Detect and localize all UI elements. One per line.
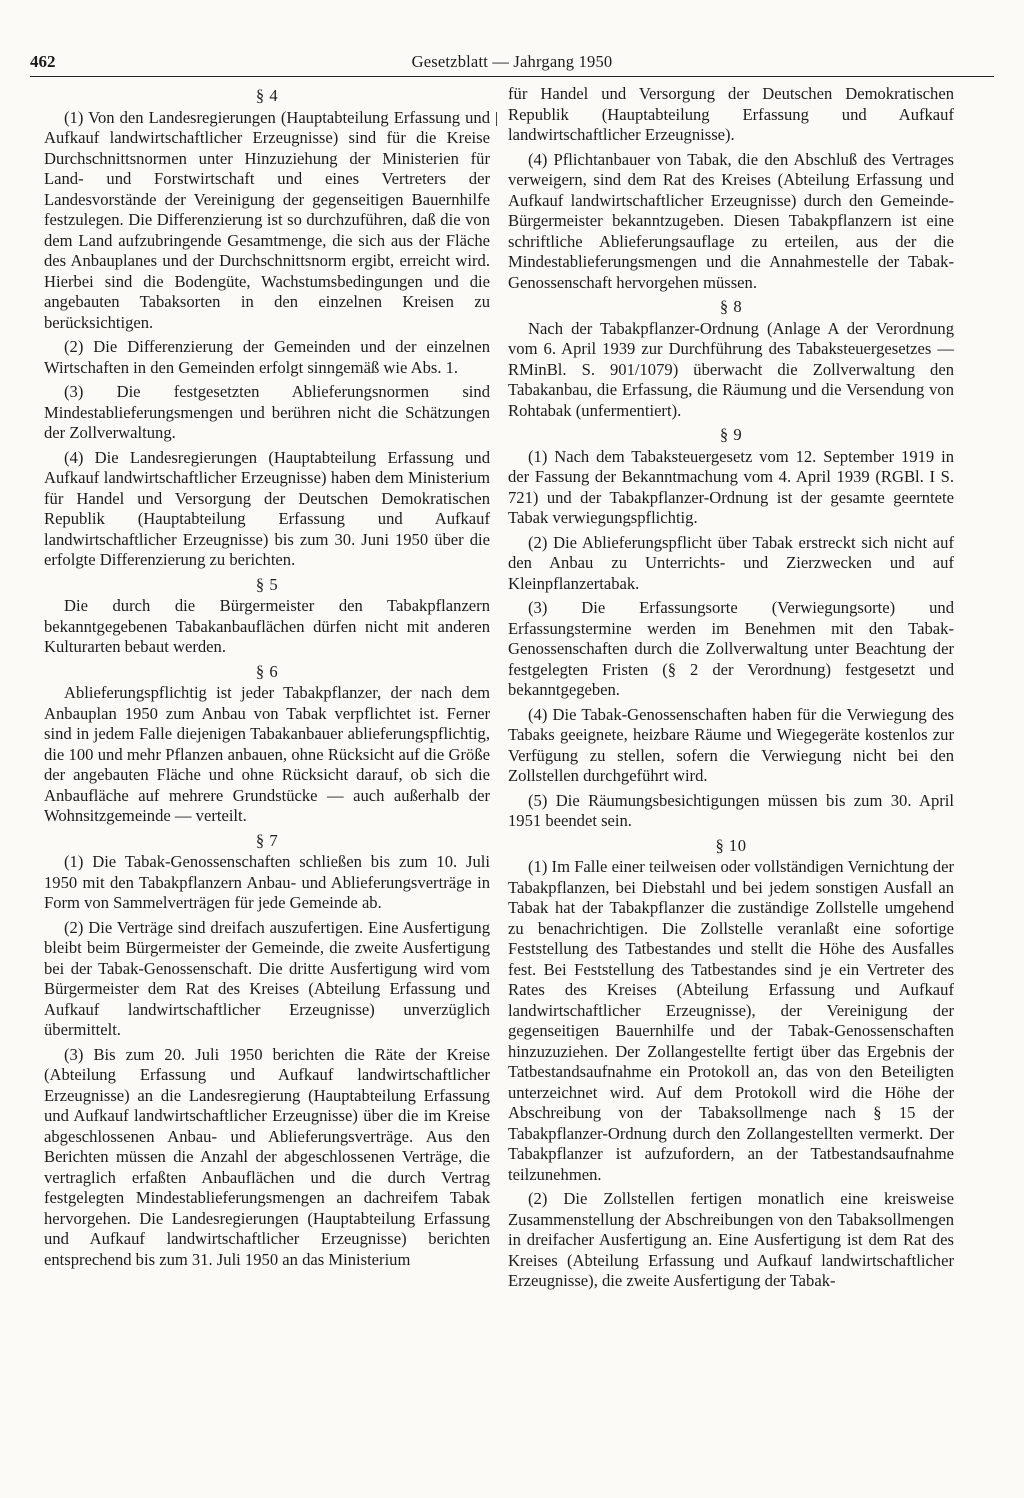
paragraph: Die durch die Bürgermeister den Tabakpflanzern bekanntgegebenen Tabakanbauflächen dürfen nicht mit anderen Kulturarten bebaut werden. — [44, 596, 490, 656]
paragraph: (1) Im Falle einer teilweisen oder vollständigen Vernichtung der Tabakpflanzen, bei Diebstahl und bei jedem sonstigen Ausfall an Tabak hat der Tabakpflanzer die zuständige Zollstelle umgehend zu benachrichtigen. Die Zollstelle veranlaßt eine sofortige Feststellung des Tatbestandes und stellt die Höhe des Ausfalles fest. Bei Feststellung des Tatbestandes sind je ein Vertreter des Rates des Kreises (Abteilung Erfassung und Aufkauf landwirtschaftlicher Erzeugnisse), der Vereinigung der gegenseitigen Bauernhilfe und der Tabak-Genossenschaften hinzuzuziehen. Der Zollangestellte fertigt über das Ergebnis der Tatbestandsaufnahme ein Protokoll an, das von den Beteiligten unterzeichnet wird. Auf dem Protokoll wird die Höhe der Abschreibung von der Tabaksollmenge nach § 15 der Tabakpflanzer-Ordnung durch den Zollangestellten vermerkt. Der Tabakpflanzer ist aufzufordern, an der Tatbestandsaufnahme teilzunehmen. — [508, 857, 954, 1184]
paragraph: (4) Die Landesregierungen (Hauptabteilung Erfassung und Aufkauf landwirtschaftlicher Erzeugnisse) haben dem Ministerium für Handel und Versorgung der Deutschen Demokratischen Republik (Hauptabteilung Erfassung und Aufkauf landwirtschaftlicher Erzeugnisse) bis zum 30. Juni 1950 über die erfolgte Differenzierung zu berichten. — [44, 447, 490, 569]
paragraph: (3) Die festgesetzten Ablieferungsnormen sind Mindestablieferungsmengen und berühren nicht die Schätzungen der Zollverwaltung. — [44, 382, 490, 442]
section-heading: § 6 — [255, 661, 279, 681]
page-number: 462 — [30, 52, 56, 71]
section-heading: § 8 — [719, 297, 743, 316]
paragraph: (1) Von den Landesregierungen (Hauptabteilung Erfassung und Aufkauf landwirtschaftlicher Erzeugnisse) sind für die Kreise Durchschnittsnormen unter Hinzuziehung der Ministerien für Land- und Forstwirtschaft und eines Vertreters der Landesvorstände der Vereinigung der gegenseitigen Bauernhilfe festzulegen. Die Differenzierung ist so durchzuführen, daß die von dem Land aufzubringende Gesamtmenge, die sich aus der Fläche des Anbauplanes und der Durchschnittsnorm ergibt, erreicht wird. Hierbei sind die Bodengüte, Wachstumsbedingungen und die angebauten Tabaksorten in den einzelnen Kreisen zu berücksichtigen. — [44, 107, 490, 332]
paragraph: (4) Pflichtanbauer von Tabak, die den Abschluß des Vertrages verweigern, sind dem Rat des Kreises (Abteilung Erfassung und Aufkauf landwirtschaftlicher Erzeugnisse) durch den Gemeinde-Bürgermeister bekanntzugeben. Diesen Tabakpflanzern ist eine schriftliche Ablieferungsauflage zu erteilen, aus der die Mindestablieferungsmengen und die Annahmestelle der Tabak-Genossenschaft hervorgehen müssen. — [508, 149, 954, 292]
section-heading: § 7 — [255, 830, 279, 850]
paragraph-continuation: für Handel und Versorgung der Deutschen Demokratischen Republik (Hauptabteilung Erfassung und Aufkauf landwirtschaftlicher Erzeugnisse). — [508, 84, 954, 144]
paragraph: (1) Nach dem Tabaksteuergesetz vom 12. September 1919 in der Fassung der Bekanntmachung vom 4. April 1939 (RGBl. I S. 721) und der Tabakpflanzer-Ordnung ist der gesamte geerntete Tabak verwiegungspflichtig. — [508, 446, 954, 527]
section-heading: § 5 — [255, 574, 279, 594]
paragraph: (2) Die Differenzierung der Gemeinden und der einzelnen Wirtschaften in den Gemeinden erfolgt sinngemäß wie Abs. 1. — [44, 337, 490, 377]
paragraph: (1) Die Tabak-Genossenschaften schließen bis zum 10. Juli 1950 mit den Tabakpflanzern Anbau- und Ablieferungsverträge in Form von Sammelverträgen für jede Gemeinde ab. — [44, 852, 490, 912]
left-column — [44, 84, 490, 1274]
column-divider — [496, 112, 497, 126]
paragraph: (3) Bis zum 20. Juli 1950 berichten die Räte der Kreise (Abteilung Erfassung und Aufkauf landwirtschaftlicher Erzeugnisse) an die Landesregierung (Hauptabteilung Erfassung und Aufkauf landwirtschaftlicher Erzeugnisse) über die im Kreise abgeschlossenen Anbau- und Ablieferungsverträge. Aus den Berichten müssen die Anzahl der abgeschlossenen Verträge, die vertraglich erfaßten Anbauflächen und die durch Vertrag festgelegten Mindestablieferungsmengen an dachreifem Tabak hervorgehen. Die Landesregierungen (Hauptabteilung Erfassung und Aufkauf landwirtschaftlicher Erzeugnisse) berichten entsprechend bis zum 31. Juli 1950 an das Ministerium — [44, 1044, 490, 1269]
paragraph: (2) Die Verträge sind dreifach auszufertigen. Eine Ausfertigung bleibt beim Bürgermeister der Gemeinde, die zweite Ausfertigung bei der Tabak-Genossenschaft. Die dritte Ausfertigung wird vom Bürgermeister dem Rat des Kreises (Abteilung Erfassung und Aufkauf landwirtschaftlicher Erzeugnisse) unverzüglich übermittelt. — [44, 917, 490, 1039]
section-heading: § 4 — [255, 86, 279, 105]
running-title: Gesetzblatt — Jahrgang 1950 — [411, 52, 613, 71]
paragraph: (4) Die Tabak-Genossenschaften haben für die Verwiegung des Tabaks geeignete, heizbare Räume und Wiegegeräte kostenlos zur Verfügung zu stellen, sofern die Verwiegung nicht bei den Zollstellen durchgeführt wird. — [508, 704, 954, 785]
paragraph: (5) Die Räumungsbesichtigungen müssen bis zum 30. April 1951 beendet sein. — [508, 790, 954, 830]
section-heading: § 10 — [715, 835, 747, 855]
paragraph: (3) Die Erfassungsorte (Verwiegungsorte) und Erfassungstermine werden im Benehmen mit den Tabak-Genossenschaften durch die Zollverwaltung unter Beachtung der festgelegten Fristen (§ 2 der Verordnung) festgesetzt und bekanntgegeben. — [508, 598, 954, 699]
section-heading: § 9 — [719, 425, 743, 444]
paragraph: (2) Die Zollstellen fertigen monatlich eine kreisweise Zusammenstellung der Abschreibungen von den Tabaksollmengen in dreifacher Ausfertigung an. Eine Ausfertigung ist dem Rat des Kreises (Abteilung Erfassung und Aufkauf landwirtschaftlicher Erzeugnisse), die zweite Ausfertigung der Tabak- — [508, 1189, 954, 1290]
right-column — [508, 84, 954, 1296]
paragraph: (2) Die Ablieferungspflicht über Tabak erstreckt sich nicht auf den Anbau zu Unterrichts- und Zierzwecken und auf Kleinpflanzertabak. — [508, 532, 954, 593]
paragraph: Ablieferungspflichtig ist jeder Tabakpflanzer, der nach dem Anbauplan 1950 zum Anbau von Tabak verpflichtet ist. Ferner sind in jedem Falle diejenigen Tabakanbauer ablieferungspflichtig, die 100 und mehr Pflanzen anbauen, ohne Rücksicht auf die Größe der angebauten Fläche und ohne Rücksicht darauf, ob sich die Anbaufläche auf mehrere Grundstücke — auch außerhalb der Wohnsitzgemeinde — verteilt. — [44, 683, 490, 825]
paragraph: Nach der Tabakpflanzer-Ordnung (Anlage A der Verordnung vom 6. April 1939 zur Durchführung des Tabaksteuergesetzes — RMinBl. S. 901/1079) überwacht die Zollverwaltung den Tabakanbau, die Erfassung, die Räumung und die Versendung von Rohtabak (unfermentiert). — [508, 318, 954, 420]
page-header — [30, 42, 994, 77]
